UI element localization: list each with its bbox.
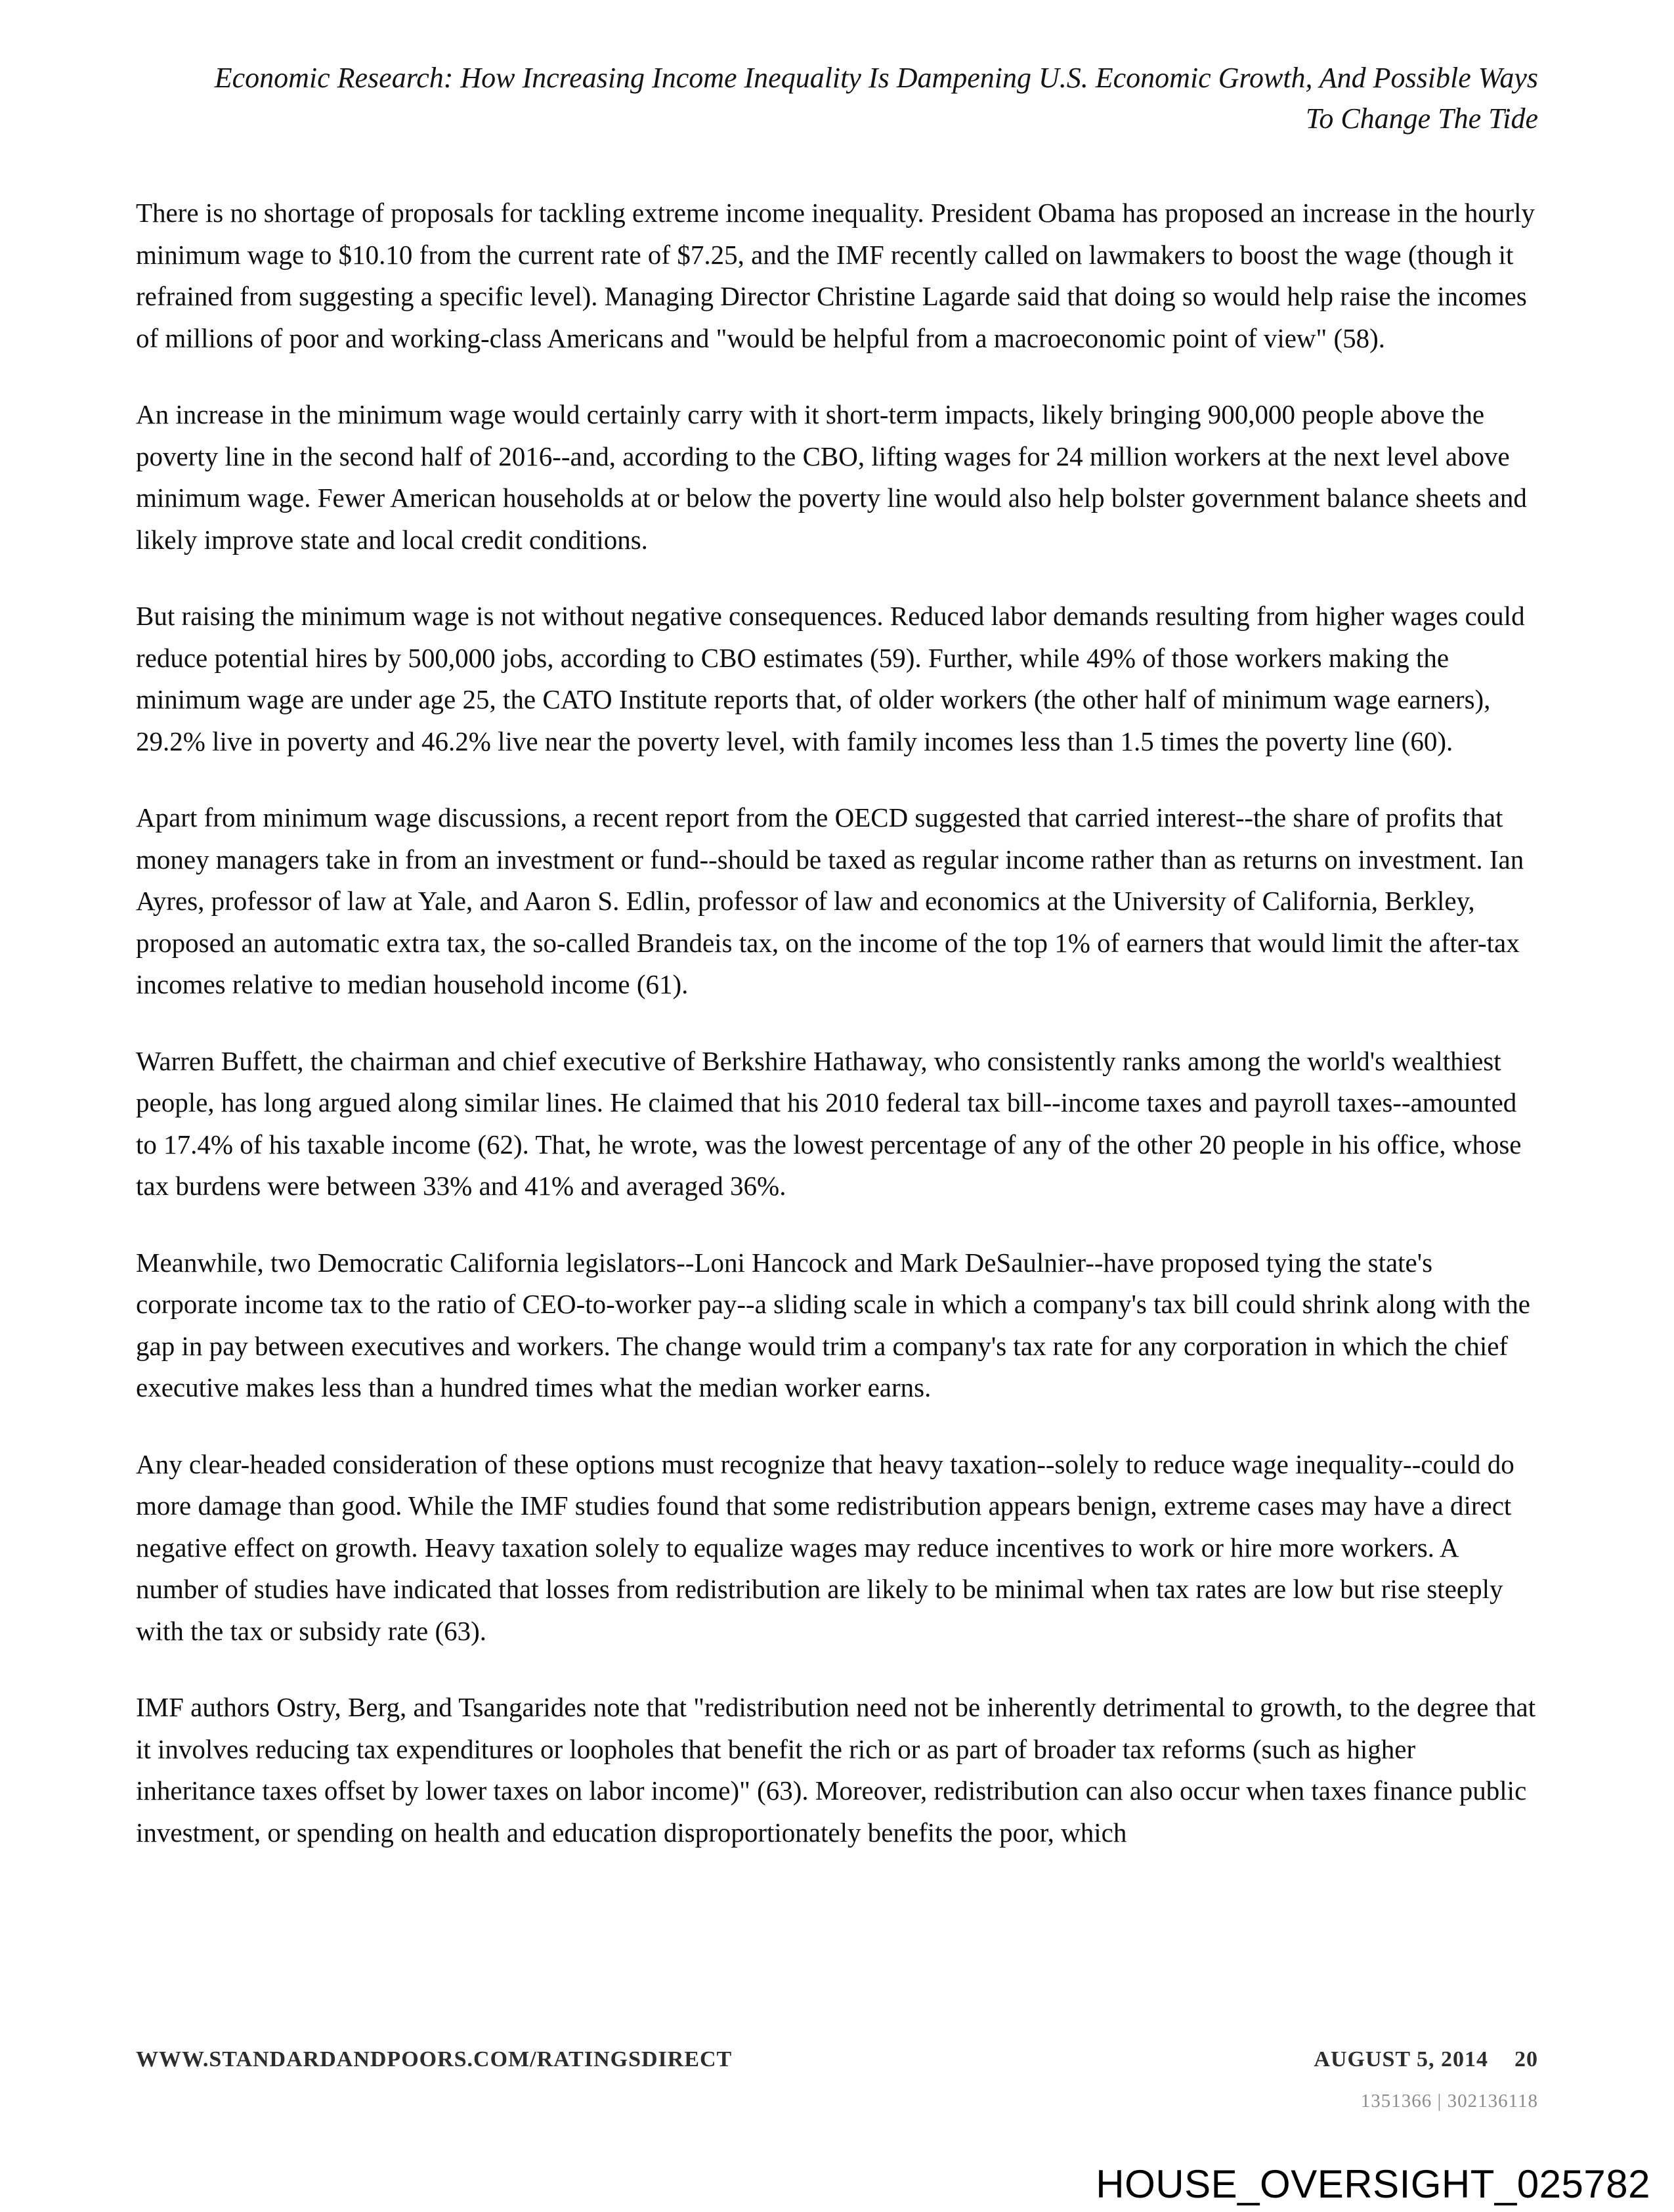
report-title-line-1: Economic Research: How Increasing Income Inequality Is Dampening U.S. Economic Growth, And Possible Ways <box>214 62 1538 94</box>
footer-website: WWW.STANDARDANDPOORS.COM/RATINGSDIRECT <box>136 2047 733 2071</box>
paragraph-minimum-wage-proposals: There is no shortage of proposals for tackling extreme income inequality. President Obama has proposed an increase in the hourly minimum wage to $10.10 from the current rate of $7.25, and the IMF recently called on lawmakers to boost the wage (though it refrained from suggesting a specific level). Managing Director Christine Lagarde said that doing so would help raise the incomes of millions of poor and working-class Americans and "would be helpful from a macroeconomic point of view" (58). <box>136 198 1535 353</box>
report-title-line-2: To Change The Tide <box>1305 102 1538 135</box>
paragraph-negative-consequences: But raising the minimum wage is not without negative consequences. Reduced labor demands resulting from higher wages could reduce potential hires by 500,000 jobs, according to CBO estimates (59). Further, while 49% of those workers making the minimum wage are under age 25, the CATO Institute reports that, of older workers (the other half of minimum wage earners), 29.2% live in poverty and 46.2% live near the poverty level, with family incomes less than 1.5 times the poverty line (60). <box>136 601 1525 756</box>
footer-page-number: 20 <box>1514 2047 1538 2071</box>
paragraph-heavy-taxation: Any clear-headed consideration of these options must recognize that heavy taxation--solely to reduce wage inequality--could do more damage than good. While the IMF studies found that some redistribution appears benign, extreme cases may have a direct negative effect on growth. Heavy taxation solely to equalize wages may reduce incentives to work or hire more workers. A number of studies have indicated that losses from redistribution are likely to be minimal when tax rates are low but rise steeply with the tax or subsidy rate (63). <box>136 1448 1514 1646</box>
footer-date: AUGUST 5, 2014 <box>1314 2047 1488 2071</box>
paragraph-california-legislators: Meanwhile, two Democratic California legislators--Loni Hancock and Mark DeSaulnier--have proposed tying the state's corporate income tax to the ratio of CEO-to-worker pay--a sliding scale in which a company's tax bill could shrink along with the gap in pay between executives and workers. The change would trim a company's tax rate for any corporation in which the chief executive makes less than a hundred times what the median worker earns. <box>136 1247 1530 1402</box>
report-body <box>136 192 1538 1888</box>
report-title <box>136 58 1538 139</box>
footer-date-page <box>1314 2047 1538 2072</box>
page-footer <box>136 2047 1538 2072</box>
paragraph-warren-buffett: Warren Buffett, the chairman and chief executive of Berkshire Hathaway, who consistently ranks among the world's wealthiest people, has long argued along similar lines. He claimed that his 2010 federal tax bill--income taxes and payroll taxes--amounted to 17.4% of his taxable income (62). That, he wrote, was the lowest percentage of any of the other 20 people in his office, whose tax burdens were between 33% and 41% and averaged 36%. <box>136 1045 1522 1201</box>
bates-stamp: HOUSE_OVERSIGHT_025782 <box>1096 2162 1650 2206</box>
document-id: 1351366 | 302136118 <box>1360 2091 1538 2112</box>
paragraph-wage-increase-impacts: An increase in the minimum wage would certainly carry with it short-term impacts, likely bringing 900,000 people above the poverty line in the second half of 2016--and, according to the CBO, lifting wages for 24 million workers at the next level above minimum wage. Fewer American households at or below the poverty line would also help bolster government balance sheets and likely improve state and local credit conditions. <box>136 399 1527 555</box>
paragraph-imf-authors: IMF authors Ostry, Berg, and Tsangarides note that "redistribution need not be inherently detrimental to growth, to the degree that it involves reducing tax expenditures or loopholes that benefit the rich or as part of broader tax reforms (such as higher inheritance taxes offset by lower taxes on labor income)" (63). Moreover, redistribution can also occur when taxes finance public investment, or spending on health and education disproportionately benefits the poor, which <box>136 1692 1536 1848</box>
paragraph-carried-interest: Apart from minimum wage discussions, a recent report from the OECD suggested that carried interest--the share of profits that money managers take in from an investment or fund--should be taxed as regular income rather than as returns on investment. Ian Ayres, professor of law at Yale, and Aaron S. Edlin, professor of law and economics at the University of California, Berkley, proposed an automatic extra tax, the so-called Brandeis tax, on the income of the top 1% of earners that would limit the after-tax incomes relative to median household income (61). <box>136 802 1524 999</box>
